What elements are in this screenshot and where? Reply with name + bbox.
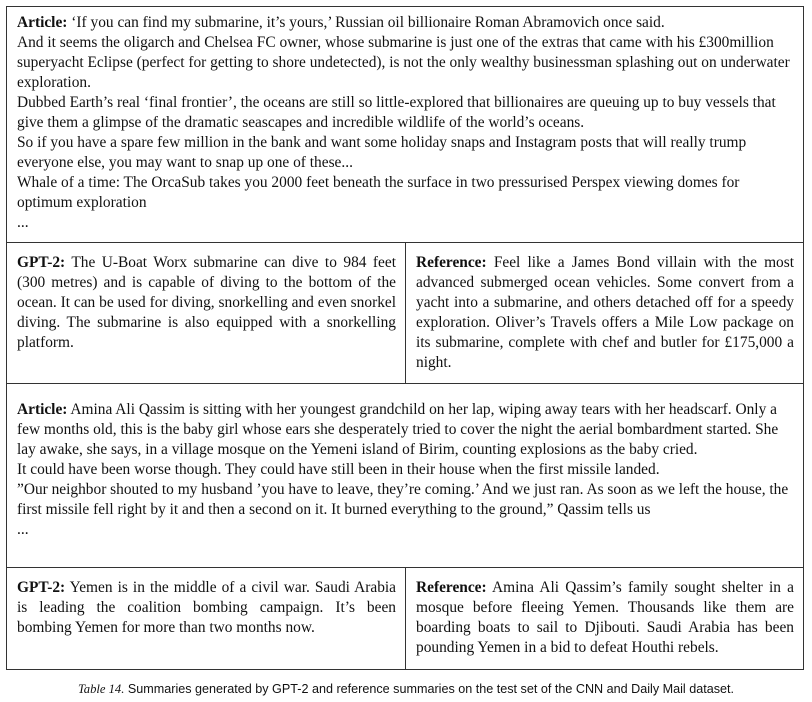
article-cell-2 (7, 384, 803, 568)
article-line: Dubbed Earth’s real ‘final frontier’, the oceans are still so little-explored that billionaires are queuing up to buy vessels that give them a glimpse of the dramatic seascapes and incredible wildlife of the world’s oceans. (17, 94, 776, 131)
article-label: Article: (17, 401, 68, 418)
gpt2-label: GPT-2: (17, 579, 66, 596)
article-label: Article: (17, 14, 68, 31)
gpt2-label: GPT-2: (17, 254, 66, 271)
article-ellipsis: ... (17, 214, 29, 231)
reference-label: Reference: (416, 579, 487, 596)
reference-label: Reference: (416, 254, 487, 271)
article-line: Article: ‘If you can find my submarine, it’s yours,’ Russian oil billionaire Roman Abramovich once said. (17, 14, 665, 31)
article-line: It could have been worse though. They could have still been in their house when the first missile landed. (17, 461, 660, 478)
article-line: And it seems the oligarch and Chelsea FC owner, whose submarine is just one of the extras that came with his £300million superyacht Eclipse (perfect for getting to shore undetected), is not the only wealthy businessman splashing out on underwater exploration. (17, 34, 790, 91)
article-ellipsis: ... (17, 521, 29, 538)
reference-summary-cell (406, 243, 803, 383)
gpt2-summary-cell (7, 243, 406, 383)
summary-row-1 (7, 243, 803, 384)
gpt2-summary-text: The U-Boat Worx submarine can dive to 984 feet (300 metres) and is capable of diving to the bottom of the ocean. It can be used for diving, snorkelling and even snorkel diving. The submarine is also equipped with a snorkelling platform. (17, 254, 396, 351)
gpt2-summary-text: Yemen is in the middle of a civil war. Saudi Arabia is leading the coalition bombing campaign. It’s been bombing Yemen for more than two months now. (17, 579, 396, 636)
summaries-table (6, 6, 804, 670)
article-line: Article: Amina Ali Qassim is sitting with her youngest grandchild on her lap, wiping away tears with her headscarf. Only a few months old, this is the baby girl whose ears she desperately tried to cover the night the aerial bombardment started. She lay awake, she says, in a village mosque on the Yemeni island of Birim, counting explosions as the baby cried. (17, 401, 779, 458)
reference-summary-text: Amina Ali Qassim’s family sought shelter in a mosque before fleeing Yemen. Thousands like them are boarding boats to sail to Djibouti. Saudi Arabia has been pounding Yemen in a bid to defeat Houthi rebels. (416, 579, 795, 656)
reference-summary-text: Feel like a James Bond villain with the most advanced submerged ocean vehicles. Some convert from a yacht into a submarine, and others detached off for a speedy exploration. Oliver’s Travels offers a Mile Low package on its submarine, complete with chef and butler for £175,000 a night. (416, 254, 794, 371)
caption-text: Summaries generated by GPT-2 and reference summaries on the test set of the CNN and Daily Mail dataset. (127, 682, 735, 696)
article-line: Whale of a time: The OrcaSub takes you 2000 feet beneath the surface in two pressurised Perspex viewing domes for optimum exploration (17, 174, 740, 211)
article-line: So if you have a spare few million in the bank and want some holiday snaps and Instagram posts that will really trump everyone else, you may want to snap up one of these... (17, 134, 747, 171)
article-line: ”Our neighbor shouted to my husband ’you have to leave, they’re coming.’ And we just ran. As soon as we left the house, the first missile fell right by it and then a second on it. It burned everything to the ground,” Qassim tells us (17, 481, 789, 518)
gpt2-summary-cell (7, 568, 406, 669)
caption-label: Table 14. (77, 682, 125, 696)
article-cell-1 (7, 7, 803, 243)
summary-row-2 (7, 568, 803, 669)
reference-summary-cell (406, 568, 803, 669)
table-caption (0, 682, 812, 697)
